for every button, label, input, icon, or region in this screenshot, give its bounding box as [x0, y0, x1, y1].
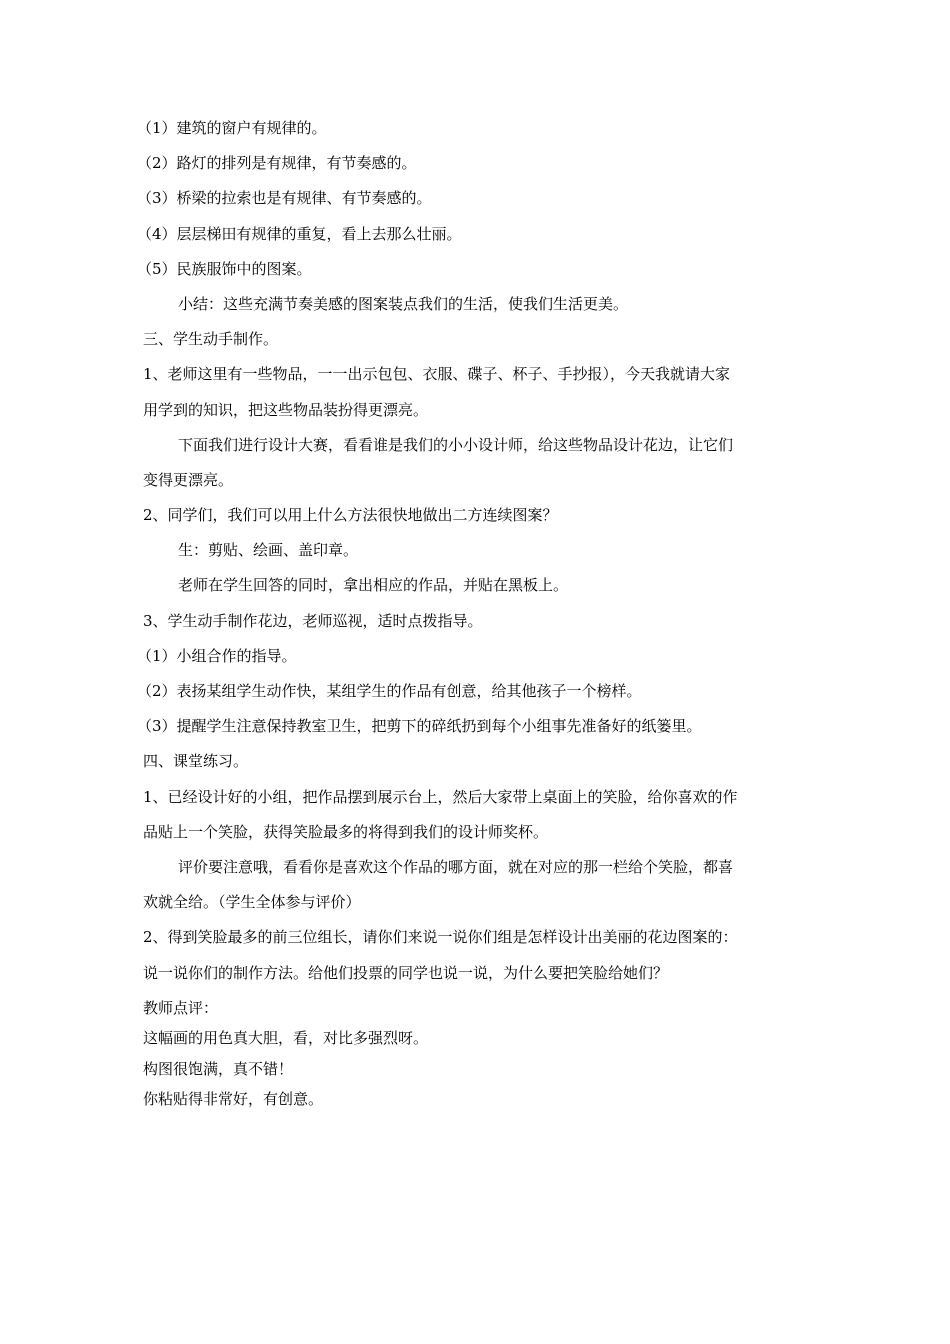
document-body: [137, 116, 813, 1118]
text-line: （2）表扬某组学生动作快，某组学生的作品有创意，给其他孩子一个榜样。: [137, 682, 642, 700]
text-line: 构图很饱满，真不错！: [143, 1059, 294, 1078]
text-line: （3）桥梁的拉索也是有规律、有节奏感的。: [137, 189, 432, 208]
text-line: 三、学生动手制作。: [143, 330, 279, 349]
text-line: 教师点评：: [143, 998, 219, 1017]
text-line: 1、已经设计好的小组，把作品摆到展示台上，然后大家带上桌面上的笑脸，给你喜欢的作: [143, 787, 738, 806]
text-line: 你粘贴得非常好，有创意。: [143, 1090, 324, 1109]
text-line: 这幅画的用色真大胆，看，对比多强烈呀。: [143, 1029, 429, 1048]
text-line: 3、学生动手制作花边，老师巡视，适时点拨指导。: [143, 611, 483, 630]
text-line: 变得更漂亮。: [143, 470, 234, 489]
text-line: （3）提醒学生注意保持教室卫生，把剪下的碎纸扔到每个小组事先准备好的纸篓里。: [137, 717, 702, 736]
text-line: 下面我们进行设计大赛，看看谁是我们的小小设计师，给这些物品设计花边，让它们: [178, 435, 734, 454]
text-line: （1）小组合作的指导。: [137, 646, 297, 665]
text-line: 评价要注意哦，看看你是喜欢这个作品的哪方面，就在对应的那一栏给个笑脸，都喜: [178, 857, 734, 876]
text-line: 品贴上一个笑脸，获得笑脸最多的将得到我们的设计师奖杯。: [143, 822, 549, 841]
text-line: 生：剪贴、绘画、盖印章。: [178, 541, 359, 560]
text-line: （4）层层梯田有规律的重复，看上去那么壮丽。: [137, 224, 462, 243]
text-line: （5）民族服饰中的图案。: [137, 259, 312, 278]
text-line: 说一说你们的制作方法。给他们投票的同学也说一说，为什么要把笑脸给她们？: [143, 963, 669, 982]
text-line: 1、老师这里有一些物品，一一出示包包、衣服、碟子、杯子、手抄报），今天我就请大家: [143, 365, 731, 384]
text-line: 欢就全给。（学生全体参与评价）: [143, 893, 361, 912]
text-line: 四、课堂练习。: [143, 752, 249, 771]
text-line: 老师在学生回答的同时，拿出相应的作品，并贴在黑板上。: [178, 576, 569, 595]
text-line: （1）建筑的窗户有规律的。: [137, 119, 327, 137]
text-line: 用学到的知识，把这些物品装扮得更漂亮。: [143, 400, 429, 419]
text-line: 小结：这些充满节奏美感的图案装点我们的生活，使我们生活更美。: [178, 294, 629, 313]
text-line: （2）路灯的排列是有规律，有节奏感的。: [137, 154, 417, 173]
text-line: 2、同学们，我们可以用上什么方法很快地做出二方连续图案？: [143, 506, 558, 525]
text-line: 2、得到笑脸最多的前三位组长，请你们来说一说你们组是怎样设计出美丽的花边图案的：: [143, 928, 738, 947]
